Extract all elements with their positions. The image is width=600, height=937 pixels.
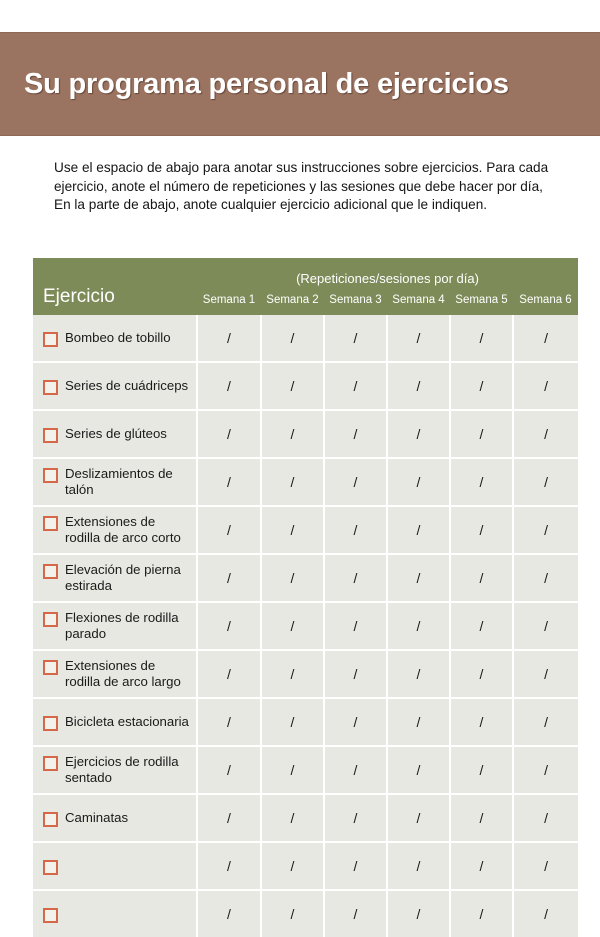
week-entry-cell[interactable]: /: [387, 890, 450, 937]
exercise-name-cell: [33, 554, 197, 602]
week-entry-cell[interactable]: /: [197, 362, 261, 410]
week-entry-cell[interactable]: /: [513, 410, 578, 458]
week-entry-cell[interactable]: /: [450, 698, 513, 746]
checkbox-icon[interactable]: [43, 756, 58, 771]
exercise-label: Elevación de pierna estirada: [65, 562, 181, 593]
exercise-name-cell: [33, 602, 197, 650]
intro-text: [54, 159, 554, 215]
week-entry-cell[interactable]: /: [197, 458, 261, 506]
week-entry-cell[interactable]: /: [387, 458, 450, 506]
week-entry-cell[interactable]: /: [450, 362, 513, 410]
week-entry-cell[interactable]: /: [197, 890, 261, 937]
table-row: [33, 362, 578, 410]
table-row: [33, 794, 578, 842]
checkbox-icon[interactable]: [43, 428, 58, 443]
week-entry-cell[interactable]: /: [324, 410, 387, 458]
table-row: [33, 650, 578, 698]
exercise-row-content: [43, 562, 190, 594]
page-title: Su programa personal de ejercicios: [24, 67, 509, 100]
week-entry-cell[interactable]: /: [261, 362, 324, 410]
week-entry-cell[interactable]: /: [387, 650, 450, 698]
week-entry-cell[interactable]: /: [324, 554, 387, 602]
checkbox-icon[interactable]: [43, 332, 58, 347]
week-entry-cell[interactable]: /: [513, 362, 578, 410]
table-row: [33, 506, 578, 554]
table-body: [33, 315, 578, 937]
exercise-name-cell: [33, 746, 197, 794]
checkbox-icon[interactable]: [43, 660, 58, 675]
table-row: [33, 842, 578, 890]
exercise-name-cell: [33, 458, 197, 506]
week-entry-cell[interactable]: /: [324, 890, 387, 937]
exercise-row-content: [43, 610, 190, 642]
exercise-label: Bombeo de tobillo: [65, 329, 171, 345]
table-header: [33, 258, 578, 315]
week-entry-cell[interactable]: /: [324, 650, 387, 698]
week-entry-cell[interactable]: /: [197, 650, 261, 698]
exercise-row-content: [43, 754, 190, 786]
checkbox-icon[interactable]: [43, 468, 58, 483]
week-entry-cell[interactable]: /: [197, 602, 261, 650]
week-entry-cell[interactable]: /: [450, 410, 513, 458]
week-entry-cell[interactable]: /: [197, 554, 261, 602]
week-entry-cell[interactable]: /: [261, 698, 324, 746]
exercise-label: Deslizamientos de talón: [65, 466, 173, 497]
exercise-name-cell: [33, 506, 197, 554]
checkbox-icon[interactable]: [43, 860, 58, 875]
week-entry-cell[interactable]: /: [387, 315, 450, 362]
week-entry-cell[interactable]: /: [261, 554, 324, 602]
week-entry-cell[interactable]: /: [324, 315, 387, 362]
week-entry-cell[interactable]: /: [387, 554, 450, 602]
week-entry-cell[interactable]: /: [324, 698, 387, 746]
week-entry-cell[interactable]: /: [513, 890, 578, 937]
checkbox-icon[interactable]: [43, 908, 58, 923]
exercise-name-cell: [33, 410, 197, 458]
exercise-name-cell: [33, 890, 197, 937]
exercise-name-cell: [33, 698, 197, 746]
checkbox-icon[interactable]: [43, 812, 58, 827]
week-entry-cell[interactable]: /: [450, 458, 513, 506]
week-entry-cell[interactable]: /: [261, 842, 324, 890]
exercise-row-content: [43, 810, 190, 827]
exercise-program-table-wrapper: [33, 258, 578, 937]
week-entry-cell[interactable]: /: [387, 842, 450, 890]
week-entry-cell[interactable]: /: [324, 794, 387, 842]
week-entry-cell[interactable]: /: [513, 506, 578, 554]
exercise-label: Series de cuádriceps: [65, 377, 189, 393]
week-entry-cell[interactable]: /: [261, 506, 324, 554]
exercise-row-content: [43, 514, 190, 546]
week-entry-cell[interactable]: /: [197, 506, 261, 554]
column-header-week-5: Semana 5: [450, 288, 513, 315]
week-entry-cell[interactable]: /: [261, 315, 324, 362]
week-entry-cell[interactable]: /: [450, 650, 513, 698]
table-row: [33, 890, 578, 937]
week-entry-cell[interactable]: /: [513, 842, 578, 890]
week-entry-cell[interactable]: /: [197, 842, 261, 890]
week-entry-cell[interactable]: /: [324, 362, 387, 410]
week-entry-cell[interactable]: /: [261, 410, 324, 458]
week-entry-cell[interactable]: /: [387, 746, 450, 794]
week-entry-cell[interactable]: /: [513, 458, 578, 506]
week-entry-cell[interactable]: /: [513, 554, 578, 602]
exercise-program-table: [33, 258, 578, 937]
table-header-subtitle-row: [33, 258, 578, 288]
week-entry-cell[interactable]: /: [450, 794, 513, 842]
column-header-week-6: Semana 6: [513, 288, 578, 315]
week-entry-cell[interactable]: /: [324, 602, 387, 650]
week-entry-cell[interactable]: /: [387, 506, 450, 554]
exercise-row-content: [43, 714, 190, 731]
column-header-exercise: Ejercicio: [33, 258, 197, 315]
week-entry-cell[interactable]: /: [324, 746, 387, 794]
week-entry-cell[interactable]: /: [450, 554, 513, 602]
week-entry-cell[interactable]: /: [450, 602, 513, 650]
exercise-label: Caminatas: [65, 809, 129, 825]
table-row: [33, 698, 578, 746]
checkbox-icon[interactable]: [43, 380, 58, 395]
week-entry-cell[interactable]: /: [513, 650, 578, 698]
week-entry-cell[interactable]: /: [450, 746, 513, 794]
week-entry-cell[interactable]: /: [450, 506, 513, 554]
week-entry-cell[interactable]: /: [324, 458, 387, 506]
week-entry-cell[interactable]: /: [513, 698, 578, 746]
table-row: [33, 554, 578, 602]
week-entry-cell[interactable]: /: [513, 315, 578, 362]
column-header-week-1: Semana 1: [197, 288, 261, 315]
week-entry-cell[interactable]: /: [261, 650, 324, 698]
exercise-row-content: [43, 426, 190, 443]
exercise-label: Series de glúteos: [65, 425, 167, 441]
exercise-label: Bicicleta estacionaria: [65, 713, 189, 729]
week-entry-cell[interactable]: /: [197, 794, 261, 842]
exercise-label: Extensiones de rodilla de arco corto: [65, 514, 181, 545]
column-header-subtitle: (Repeticiones/sesiones por día): [197, 258, 578, 288]
intro-paragraph: Use el espacio de abajo para anotar sus instrucciones sobre ejercicios. Para cada ejercicio, anote el número de repeticiones y las sesiones que debe hacer por día, En la parte de abajo, anote cualquier ejercicio adicional que le indiquen.: [54, 160, 549, 212]
week-entry-cell[interactable]: /: [387, 794, 450, 842]
exercise-label: Ejercicios de rodilla sentado: [65, 754, 179, 785]
week-entry-cell[interactable]: /: [513, 746, 578, 794]
table-row: [33, 410, 578, 458]
week-entry-cell[interactable]: /: [324, 506, 387, 554]
table-row: [33, 746, 578, 794]
table-row: [33, 602, 578, 650]
column-header-week-2: Semana 2: [261, 288, 324, 315]
week-entry-cell[interactable]: /: [387, 602, 450, 650]
week-entry-cell[interactable]: /: [450, 890, 513, 937]
week-entry-cell[interactable]: /: [387, 362, 450, 410]
week-entry-cell[interactable]: /: [261, 746, 324, 794]
exercise-row-content: [43, 330, 190, 347]
exercise-name-cell: [33, 794, 197, 842]
exercise-row-content: [43, 466, 190, 498]
week-entry-cell[interactable]: /: [261, 458, 324, 506]
checkbox-icon[interactable]: [43, 564, 58, 579]
column-header-week-4: Semana 4: [387, 288, 450, 315]
checkbox-icon[interactable]: [43, 716, 58, 731]
exercise-row-content: [43, 378, 190, 395]
exercise-label: Flexiones de rodilla parado: [65, 610, 179, 641]
exercise-label: Extensiones de rodilla de arco largo: [65, 658, 181, 689]
week-entry-cell[interactable]: /: [324, 842, 387, 890]
exercise-name-cell: [33, 315, 197, 362]
table-row: [33, 458, 578, 506]
week-entry-cell[interactable]: /: [197, 410, 261, 458]
week-entry-cell[interactable]: /: [450, 842, 513, 890]
column-header-week-3: Semana 3: [324, 288, 387, 315]
week-entry-cell[interactable]: /: [513, 602, 578, 650]
week-entry-cell[interactable]: /: [261, 602, 324, 650]
checkbox-icon[interactable]: [43, 516, 58, 531]
exercise-row-content: [43, 906, 190, 923]
week-entry-cell[interactable]: /: [261, 890, 324, 937]
title-banner: [0, 32, 600, 136]
table-row: [33, 315, 578, 362]
exercise-name-cell: [33, 362, 197, 410]
exercise-row-content: [43, 658, 190, 690]
exercise-name-cell: [33, 650, 197, 698]
week-entry-cell[interactable]: /: [450, 315, 513, 362]
exercise-row-content: [43, 858, 190, 875]
week-entry-cell[interactable]: /: [197, 698, 261, 746]
week-entry-cell[interactable]: /: [197, 315, 261, 362]
week-entry-cell[interactable]: /: [387, 410, 450, 458]
checkbox-icon[interactable]: [43, 612, 58, 627]
week-entry-cell[interactable]: /: [387, 698, 450, 746]
week-entry-cell[interactable]: /: [261, 794, 324, 842]
week-entry-cell[interactable]: /: [513, 794, 578, 842]
exercise-name-cell: [33, 842, 197, 890]
week-entry-cell[interactable]: /: [197, 746, 261, 794]
